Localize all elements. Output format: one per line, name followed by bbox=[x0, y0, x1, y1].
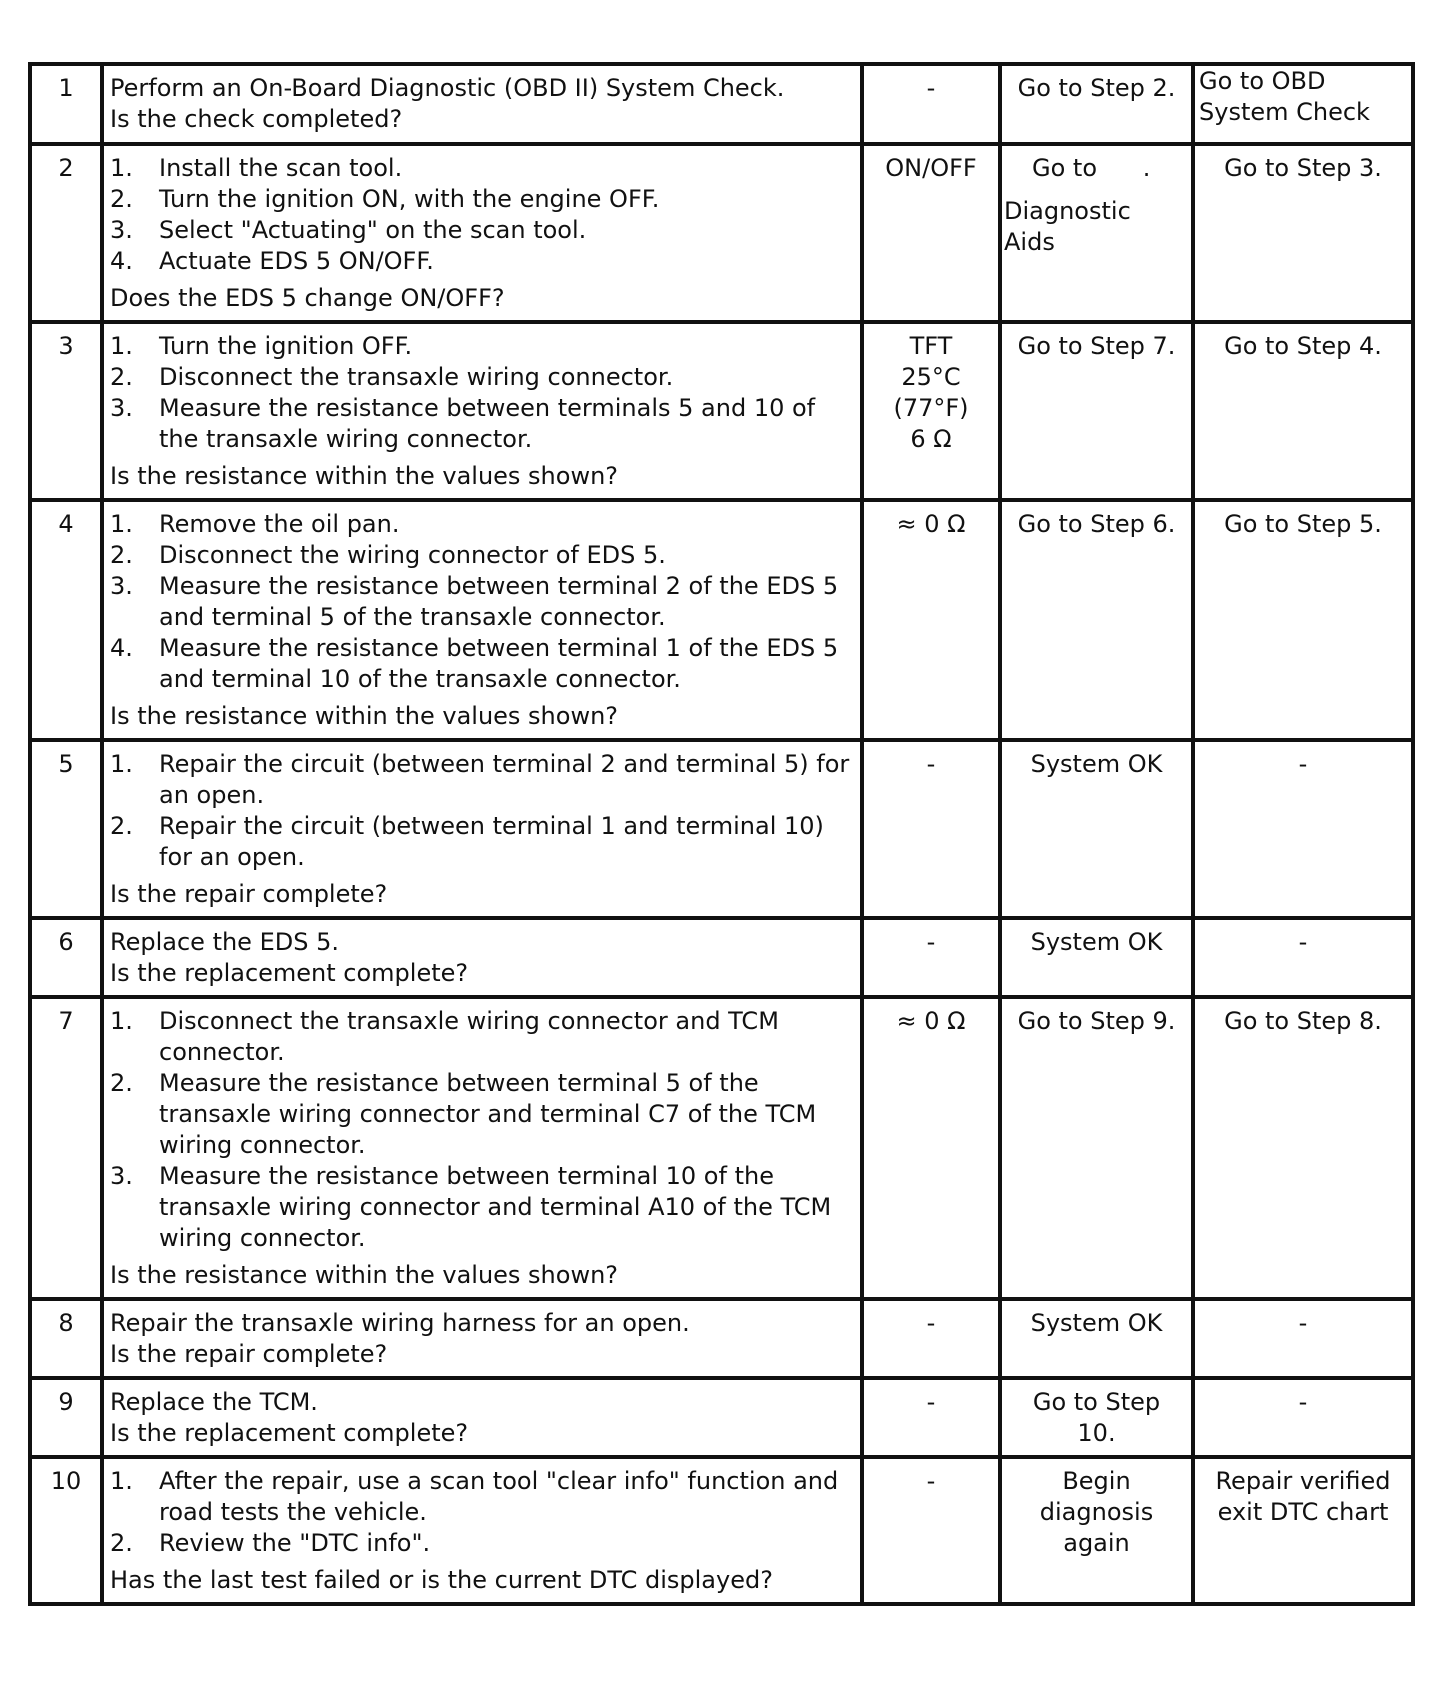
step-number: 10 bbox=[50, 1467, 82, 1495]
substep-text: Remove the oil pan. bbox=[159, 510, 400, 538]
table-row bbox=[30, 997, 1413, 1299]
substep-number: 3. bbox=[110, 216, 133, 244]
question-text: Is the resistance within the values shown? bbox=[110, 1261, 619, 1289]
substep-text: Actuate EDS 5 ON/OFF. bbox=[159, 247, 434, 275]
substep-list bbox=[110, 749, 854, 873]
substep-item bbox=[110, 215, 854, 246]
substep-text: Repair the circuit (between terminal 1 and terminal 10) for an open. bbox=[159, 812, 824, 871]
value-cell bbox=[862, 740, 1000, 918]
step-number-cell bbox=[30, 144, 102, 322]
substep-list bbox=[110, 1466, 854, 1559]
substep-number: 4. bbox=[110, 247, 133, 275]
no-cell bbox=[1193, 1299, 1413, 1378]
substep-text: Measure the resistance between terminal 2 of the EDS 5 and terminal 5 of the transaxle connector. bbox=[159, 572, 839, 631]
yes-line: System OK bbox=[1030, 1309, 1163, 1337]
table-row bbox=[30, 322, 1413, 500]
yes-line: Go to . bbox=[1032, 154, 1151, 182]
substep-number: 2. bbox=[110, 1529, 133, 1557]
yes-line: Go to Step bbox=[1032, 1388, 1161, 1416]
yes-line: Go to Step 2. bbox=[1017, 74, 1176, 102]
substep-list bbox=[110, 509, 854, 695]
yes-cell bbox=[1000, 918, 1193, 997]
yes-cell bbox=[1000, 322, 1193, 500]
table-row bbox=[30, 1299, 1413, 1378]
action-line: Replace the EDS 5. bbox=[110, 928, 339, 956]
action-cell bbox=[102, 64, 862, 144]
yes-cell bbox=[1000, 144, 1193, 322]
step-number-cell bbox=[30, 918, 102, 997]
substep-number: 1. bbox=[110, 332, 133, 360]
table-row bbox=[30, 740, 1413, 918]
yes-cell bbox=[1000, 1378, 1193, 1457]
action-line: Is the repair complete? bbox=[110, 1340, 388, 1368]
substep-item bbox=[110, 153, 854, 184]
action-cell bbox=[102, 1299, 862, 1378]
step-number: 7 bbox=[58, 1007, 74, 1035]
question-text: Has the last test failed or is the current DTC displayed? bbox=[110, 1566, 773, 1594]
substep-number: 2. bbox=[110, 541, 133, 569]
table-row bbox=[30, 1457, 1413, 1604]
question-text: Is the repair complete? bbox=[110, 880, 388, 908]
substep-number: 3. bbox=[110, 572, 133, 600]
no-line: Go to Step 3. bbox=[1224, 154, 1382, 182]
substep-number: 1. bbox=[110, 154, 133, 182]
action-cell bbox=[102, 997, 862, 1299]
action-cell bbox=[102, 1378, 862, 1457]
yes-line: diagnosis bbox=[1039, 1498, 1154, 1526]
yes-line: Go to Step 9. bbox=[1017, 1007, 1176, 1035]
yes-cell bbox=[1000, 1457, 1193, 1604]
value-line: 6 Ω bbox=[910, 425, 952, 453]
yes-line: Begin bbox=[1062, 1467, 1131, 1495]
step-number: 9 bbox=[58, 1388, 74, 1416]
value-line: - bbox=[926, 928, 936, 956]
no-line: Go to Step 4. bbox=[1224, 332, 1382, 360]
step-number-cell bbox=[30, 500, 102, 740]
substep-item bbox=[110, 633, 854, 695]
substep-text: Disconnect the wiring connector of EDS 5. bbox=[159, 541, 666, 569]
no-cell bbox=[1193, 740, 1413, 918]
substep-item bbox=[110, 540, 854, 571]
step-number-cell bbox=[30, 1378, 102, 1457]
step-number-cell bbox=[30, 1299, 102, 1378]
value-line: ≈ 0 Ω bbox=[896, 510, 966, 538]
action-cell bbox=[102, 740, 862, 918]
value-line: TFT bbox=[909, 332, 953, 360]
no-cell bbox=[1193, 500, 1413, 740]
diagnostic-table bbox=[28, 62, 1415, 1606]
substep-text: Measure the resistance between terminal 1 of the EDS 5 and terminal 10 of the transaxle connector. bbox=[159, 634, 839, 693]
no-cell bbox=[1193, 1457, 1413, 1604]
substep-number: 4. bbox=[110, 634, 133, 662]
substep-list bbox=[110, 331, 854, 455]
yes-line: System OK bbox=[1030, 928, 1163, 956]
substep-text: Measure the resistance between terminals 5 and 10 of the transaxle wiring connector. bbox=[159, 394, 816, 453]
value-line: - bbox=[926, 1467, 936, 1495]
substep-item bbox=[110, 749, 854, 811]
no-line: - bbox=[1298, 1309, 1308, 1337]
step-number: 8 bbox=[58, 1309, 74, 1337]
substep-list bbox=[110, 153, 854, 277]
yes-cell bbox=[1000, 64, 1193, 144]
substep-text: Turn the ignition OFF. bbox=[159, 332, 413, 360]
action-cell bbox=[102, 1457, 862, 1604]
yes-line: Diagnostic Aids bbox=[1004, 197, 1139, 256]
substep-text: Measure the resistance between terminal 5 of the transaxle wiring connector and terminal C7 of the TCM wiring connector. bbox=[159, 1069, 817, 1159]
table-row bbox=[30, 500, 1413, 740]
action-line: Is the check completed? bbox=[110, 105, 403, 133]
no-cell bbox=[1193, 1378, 1413, 1457]
table-row bbox=[30, 918, 1413, 997]
substep-text: Review the "DTC info". bbox=[159, 1529, 431, 1557]
substep-number: 2. bbox=[110, 812, 133, 840]
action-cell bbox=[102, 918, 862, 997]
no-line: - bbox=[1298, 1388, 1308, 1416]
substep-number: 2. bbox=[110, 363, 133, 391]
value-line: (77°F) bbox=[893, 394, 969, 422]
value-cell bbox=[862, 1299, 1000, 1378]
substep-text: Repair the circuit (between terminal 2 and terminal 5) for an open. bbox=[159, 750, 850, 809]
substep-number: 3. bbox=[110, 1162, 133, 1190]
substep-number: 1. bbox=[110, 510, 133, 538]
value-line: - bbox=[926, 1309, 936, 1337]
substep-number: 3. bbox=[110, 394, 133, 422]
substep-item bbox=[110, 1006, 854, 1068]
action-line: Replace the TCM. bbox=[110, 1388, 318, 1416]
action-line: Repair the transaxle wiring harness for an open. bbox=[110, 1309, 690, 1337]
yes-cell bbox=[1000, 500, 1193, 740]
action-line: Perform an On-Board Diagnostic (OBD II) System Check. bbox=[110, 74, 785, 102]
substep-item bbox=[110, 184, 854, 215]
value-line: - bbox=[926, 74, 936, 102]
substep-item bbox=[110, 246, 854, 277]
yes-cell bbox=[1000, 997, 1193, 1299]
step-number-cell bbox=[30, 997, 102, 1299]
substep-text: After the repair, use a scan tool "clear info" function and road tests the vehicle. bbox=[159, 1467, 839, 1526]
no-line: - bbox=[1298, 750, 1308, 778]
no-line: exit DTC chart bbox=[1217, 1498, 1389, 1526]
question-text: Does the EDS 5 change ON/OFF? bbox=[110, 284, 505, 312]
substep-item bbox=[110, 1528, 854, 1559]
substep-text: Turn the ignition ON, with the engine OFF. bbox=[159, 185, 660, 213]
question-text: Is the resistance within the values shown? bbox=[110, 702, 619, 730]
table-row bbox=[30, 144, 1413, 322]
substep-item bbox=[110, 509, 854, 540]
step-number-cell bbox=[30, 322, 102, 500]
substep-item bbox=[110, 1466, 854, 1528]
step-number-cell bbox=[30, 1457, 102, 1604]
value-cell bbox=[862, 322, 1000, 500]
substep-item bbox=[110, 393, 854, 455]
step-number: 6 bbox=[58, 928, 74, 956]
value-line: 25°C bbox=[901, 363, 961, 391]
substep-text: Install the scan tool. bbox=[159, 154, 403, 182]
no-line: Go to Step 5. bbox=[1224, 510, 1382, 538]
value-cell bbox=[862, 918, 1000, 997]
table-body bbox=[30, 64, 1413, 1604]
yes-cell bbox=[1000, 1299, 1193, 1378]
step-number: 1 bbox=[58, 74, 74, 102]
no-line: Go to Step 8. bbox=[1224, 1007, 1382, 1035]
substep-number: 2. bbox=[110, 185, 133, 213]
value-line: ≈ 0 Ω bbox=[896, 1007, 966, 1035]
substep-number: 1. bbox=[110, 750, 133, 778]
substep-text: Select "Actuating" on the scan tool. bbox=[159, 216, 587, 244]
substep-item bbox=[110, 1161, 854, 1254]
substep-text: Measure the resistance between terminal 10 of the transaxle wiring connector and terminal A10 of the TCM wiring connector. bbox=[159, 1162, 832, 1252]
question-text: Is the resistance within the values shown? bbox=[110, 462, 619, 490]
value-cell bbox=[862, 997, 1000, 1299]
substep-number: 1. bbox=[110, 1467, 133, 1495]
substep-item bbox=[110, 362, 854, 393]
substep-item bbox=[110, 331, 854, 362]
value-cell bbox=[862, 500, 1000, 740]
no-line: - bbox=[1298, 928, 1308, 956]
substep-item bbox=[110, 571, 854, 633]
action-cell bbox=[102, 322, 862, 500]
substep-list bbox=[110, 1006, 854, 1254]
no-cell bbox=[1193, 918, 1413, 997]
action-cell bbox=[102, 144, 862, 322]
yes-line: Go to Step 7. bbox=[1017, 332, 1176, 360]
step-number: 4 bbox=[58, 510, 74, 538]
substep-number: 2. bbox=[110, 1069, 133, 1097]
substep-text: Disconnect the transaxle wiring connector and TCM connector. bbox=[159, 1007, 779, 1066]
value-line: - bbox=[926, 1388, 936, 1416]
substep-item bbox=[110, 1068, 854, 1161]
step-number-cell bbox=[30, 64, 102, 144]
yes-line: again bbox=[1063, 1529, 1130, 1557]
substep-number: 1. bbox=[110, 1007, 133, 1035]
step-number: 5 bbox=[58, 750, 74, 778]
step-number: 2 bbox=[58, 154, 74, 182]
table-row bbox=[30, 1378, 1413, 1457]
yes-line: 10. bbox=[1077, 1419, 1116, 1447]
substep-item bbox=[110, 811, 854, 873]
no-line: Go to OBD bbox=[1199, 67, 1326, 95]
no-cell bbox=[1193, 64, 1413, 144]
value-cell bbox=[862, 1457, 1000, 1604]
yes-line: System OK bbox=[1030, 750, 1163, 778]
step-number-cell bbox=[30, 740, 102, 918]
yes-cell bbox=[1000, 740, 1193, 918]
no-cell bbox=[1193, 997, 1413, 1299]
no-line: Repair verified bbox=[1215, 1467, 1391, 1495]
value-cell bbox=[862, 144, 1000, 322]
table-row bbox=[30, 64, 1413, 144]
no-line: System Check bbox=[1199, 98, 1370, 126]
no-cell bbox=[1193, 322, 1413, 500]
value-cell bbox=[862, 64, 1000, 144]
action-line: Is the replacement complete? bbox=[110, 1419, 469, 1447]
step-number: 3 bbox=[58, 332, 74, 360]
yes-line: Go to Step 6. bbox=[1017, 510, 1176, 538]
action-cell bbox=[102, 500, 862, 740]
action-line: Is the replacement complete? bbox=[110, 959, 469, 987]
value-line: ON/OFF bbox=[885, 154, 977, 182]
substep-text: Disconnect the transaxle wiring connector. bbox=[159, 363, 674, 391]
value-line: - bbox=[926, 750, 936, 778]
value-cell bbox=[862, 1378, 1000, 1457]
no-cell bbox=[1193, 144, 1413, 322]
